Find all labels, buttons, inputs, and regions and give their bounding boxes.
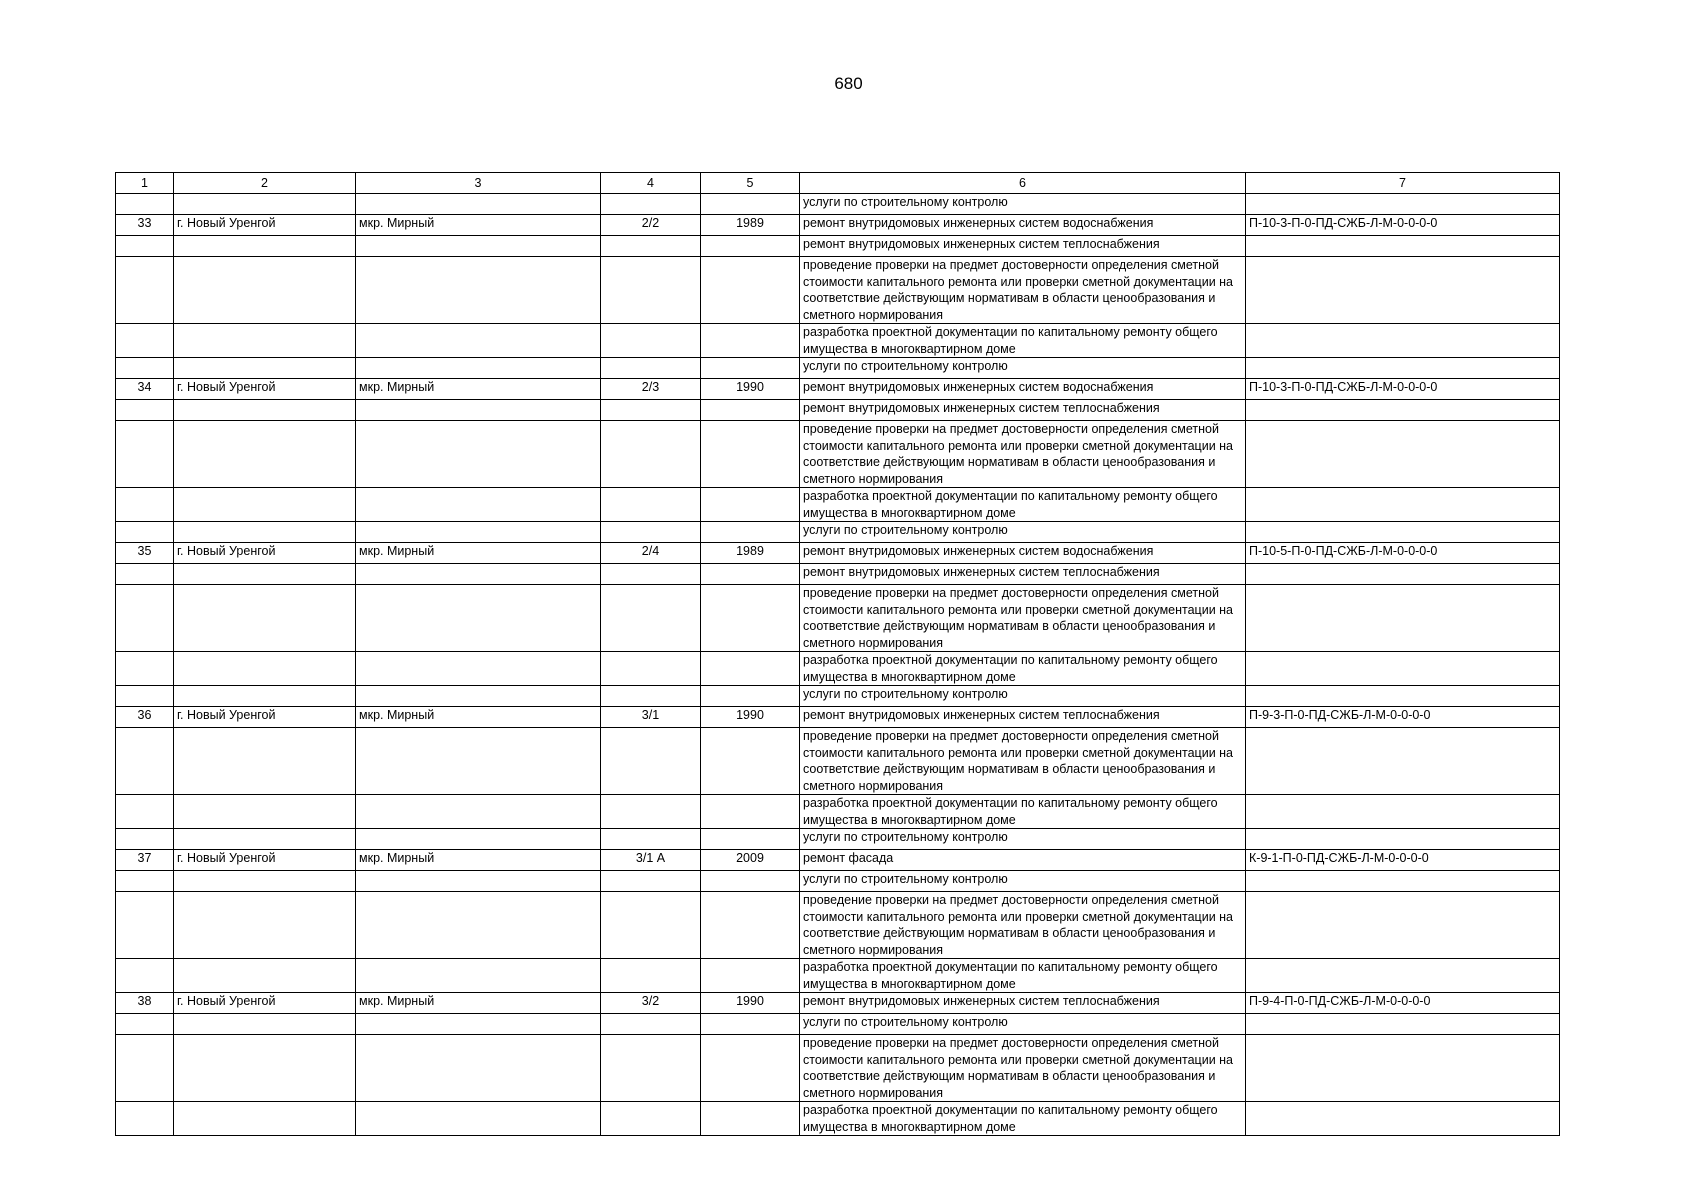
district-cell <box>356 194 601 215</box>
work-type-cell: проведение проверки на предмет достоверности определения сметной стоимости капитального ремонта или проверки сметной документации на соответствие действующим нормативам в области ценообразования и сметного нормирования <box>800 421 1246 488</box>
row-number-cell: 34 <box>116 379 174 400</box>
house-number-cell <box>601 194 701 215</box>
code-cell <box>1246 358 1560 379</box>
table-row <box>116 1014 1560 1035</box>
city-cell <box>174 728 356 795</box>
code-cell: П-9-3-П-0-ПД-СЖБ-Л-М-0-0-0-0 <box>1246 707 1560 728</box>
work-type-cell: проведение проверки на предмет достоверности определения сметной стоимости капитального ремонта или проверки сметной документации на соответствие действующим нормативам в области ценообразования и сметного нормирования <box>800 585 1246 652</box>
row-number-cell <box>116 400 174 421</box>
table-row <box>116 686 1560 707</box>
row-number-cell <box>116 959 174 993</box>
district-cell <box>356 400 601 421</box>
work-type-cell: разработка проектной документации по капитальному ремонту общего имущества в многоквартирном доме <box>800 488 1246 522</box>
city-cell <box>174 421 356 488</box>
code-cell <box>1246 1102 1560 1136</box>
row-number-cell: 33 <box>116 215 174 236</box>
city-cell <box>174 959 356 993</box>
year-cell <box>701 795 800 829</box>
work-type-cell: разработка проектной документации по капитальному ремонту общего имущества в многоквартирном доме <box>800 959 1246 993</box>
table-row <box>116 892 1560 959</box>
year-cell: 2009 <box>701 850 800 871</box>
city-cell <box>174 400 356 421</box>
works-table <box>115 172 1560 1136</box>
work-type-cell: проведение проверки на предмет достоверности определения сметной стоимости капитального ремонта или проверки сметной документации на соответствие действующим нормативам в области ценообразования и сметного нормирования <box>800 728 1246 795</box>
year-cell <box>701 358 800 379</box>
work-type-cell: ремонт внутридомовых инженерных систем теплоснабжения <box>800 564 1246 585</box>
house-number-cell <box>601 324 701 358</box>
year-cell <box>701 400 800 421</box>
district-cell <box>356 358 601 379</box>
house-number-cell <box>601 728 701 795</box>
row-number-cell <box>116 564 174 585</box>
house-number-cell <box>601 1102 701 1136</box>
work-type-cell: проведение проверки на предмет достоверности определения сметной стоимости капитального ремонта или проверки сметной документации на соответствие действующим нормативам в области ценообразования и сметного нормирования <box>800 257 1246 324</box>
table-row <box>116 421 1560 488</box>
district-cell <box>356 795 601 829</box>
year-cell: 1989 <box>701 215 800 236</box>
work-type-cell: ремонт фасада <box>800 850 1246 871</box>
table-row <box>116 564 1560 585</box>
page-number: 680 <box>834 74 863 93</box>
row-number-cell <box>116 194 174 215</box>
row-number-cell <box>116 358 174 379</box>
row-number-cell <box>116 585 174 652</box>
year-cell <box>701 1035 800 1102</box>
city-cell <box>174 795 356 829</box>
code-cell: П-10-3-П-0-ПД-СЖБ-Л-М-0-0-0-0 <box>1246 379 1560 400</box>
row-number-cell: 37 <box>116 850 174 871</box>
year-cell <box>701 728 800 795</box>
table-row <box>116 257 1560 324</box>
header-cell: 3 <box>356 173 601 194</box>
work-type-cell: проведение проверки на предмет достоверности определения сметной стоимости капитального ремонта или проверки сметной документации на соответствие действующим нормативам в области ценообразования и сметного нормирования <box>800 892 1246 959</box>
year-cell <box>701 421 800 488</box>
code-cell <box>1246 400 1560 421</box>
house-number-cell: 2/2 <box>601 215 701 236</box>
city-cell: г. Новый Уренгой <box>174 993 356 1014</box>
work-type-cell: проведение проверки на предмет достоверности определения сметной стоимости капитального ремонта или проверки сметной документации на соответствие действующим нормативам в области ценообразования и сметного нормирования <box>800 1035 1246 1102</box>
city-cell: г. Новый Уренгой <box>174 543 356 564</box>
city-cell <box>174 585 356 652</box>
city-cell <box>174 871 356 892</box>
house-number-cell <box>601 400 701 421</box>
table-header-row <box>116 173 1560 194</box>
table-row <box>116 707 1560 728</box>
district-cell <box>356 488 601 522</box>
header-cell: 5 <box>701 173 800 194</box>
city-cell: г. Новый Уренгой <box>174 215 356 236</box>
table-row <box>116 993 1560 1014</box>
work-type-cell: услуги по строительному контролю <box>800 522 1246 543</box>
district-cell <box>356 564 601 585</box>
district-cell: мкр. Мирный <box>356 543 601 564</box>
city-cell <box>174 488 356 522</box>
district-cell <box>356 421 601 488</box>
year-cell <box>701 236 800 257</box>
city-cell: г. Новый Уренгой <box>174 707 356 728</box>
row-number-cell <box>116 421 174 488</box>
row-number-cell <box>116 795 174 829</box>
house-number-cell: 3/1 <box>601 707 701 728</box>
table-row <box>116 358 1560 379</box>
work-type-cell: ремонт внутридомовых инженерных систем водоснабжения <box>800 379 1246 400</box>
house-number-cell <box>601 564 701 585</box>
work-type-cell: разработка проектной документации по капитальному ремонту общего имущества в многоквартирном доме <box>800 795 1246 829</box>
row-number-cell <box>116 324 174 358</box>
city-cell: г. Новый Уренгой <box>174 850 356 871</box>
work-type-cell: ремонт внутридомовых инженерных систем теплоснабжения <box>800 993 1246 1014</box>
code-cell: П-10-3-П-0-ПД-СЖБ-Л-М-0-0-0-0 <box>1246 215 1560 236</box>
year-cell: 1990 <box>701 993 800 1014</box>
district-cell <box>356 686 601 707</box>
district-cell: мкр. Мирный <box>356 850 601 871</box>
work-type-cell: услуги по строительному контролю <box>800 871 1246 892</box>
code-cell <box>1246 488 1560 522</box>
year-cell: 1989 <box>701 543 800 564</box>
city-cell <box>174 1102 356 1136</box>
table-body <box>116 194 1560 1136</box>
house-number-cell <box>601 421 701 488</box>
code-cell <box>1246 585 1560 652</box>
work-type-cell: ремонт внутридомовых инженерных систем теплоснабжения <box>800 707 1246 728</box>
header-cell: 7 <box>1246 173 1560 194</box>
table-row <box>116 795 1560 829</box>
table-row <box>116 728 1560 795</box>
city-cell <box>174 892 356 959</box>
district-cell <box>356 257 601 324</box>
code-cell <box>1246 959 1560 993</box>
district-cell: мкр. Мирный <box>356 379 601 400</box>
work-type-cell: ремонт внутридомовых инженерных систем теплоснабжения <box>800 400 1246 421</box>
house-number-cell <box>601 488 701 522</box>
house-number-cell <box>601 871 701 892</box>
code-cell: К-9-1-П-0-ПД-СЖБ-Л-М-0-0-0-0 <box>1246 850 1560 871</box>
city-cell <box>174 522 356 543</box>
code-cell <box>1246 728 1560 795</box>
row-number-cell <box>116 257 174 324</box>
house-number-cell <box>601 257 701 324</box>
code-cell <box>1246 236 1560 257</box>
work-type-cell: ремонт внутридомовых инженерных систем водоснабжения <box>800 215 1246 236</box>
work-type-cell: ремонт внутридомовых инженерных систем теплоснабжения <box>800 236 1246 257</box>
row-number-cell <box>116 1102 174 1136</box>
code-cell: П-10-5-П-0-ПД-СЖБ-Л-М-0-0-0-0 <box>1246 543 1560 564</box>
house-number-cell: 2/4 <box>601 543 701 564</box>
table-row <box>116 522 1560 543</box>
house-number-cell <box>601 795 701 829</box>
table-row <box>116 543 1560 564</box>
year-cell <box>701 652 800 686</box>
year-cell: 1990 <box>701 707 800 728</box>
year-cell <box>701 1102 800 1136</box>
city-cell <box>174 194 356 215</box>
work-type-cell: услуги по строительному контролю <box>800 194 1246 215</box>
district-cell <box>356 892 601 959</box>
district-cell <box>356 522 601 543</box>
row-number-cell <box>116 488 174 522</box>
year-cell: 1990 <box>701 379 800 400</box>
table-row <box>116 829 1560 850</box>
table-row <box>116 194 1560 215</box>
table-row <box>116 850 1560 871</box>
district-cell <box>356 652 601 686</box>
house-number-cell: 2/3 <box>601 379 701 400</box>
year-cell <box>701 892 800 959</box>
table-row <box>116 488 1560 522</box>
house-number-cell: 3/2 <box>601 993 701 1014</box>
year-cell <box>701 194 800 215</box>
year-cell <box>701 959 800 993</box>
district-cell <box>356 1035 601 1102</box>
year-cell <box>701 871 800 892</box>
code-cell <box>1246 257 1560 324</box>
work-type-cell: разработка проектной документации по капитальному ремонту общего имущества в многоквартирном доме <box>800 652 1246 686</box>
row-number-cell <box>116 1035 174 1102</box>
code-cell: П-9-4-П-0-ПД-СЖБ-Л-М-0-0-0-0 <box>1246 993 1560 1014</box>
district-cell <box>356 324 601 358</box>
city-cell <box>174 829 356 850</box>
code-cell <box>1246 892 1560 959</box>
table-row <box>116 1035 1560 1102</box>
code-cell <box>1246 324 1560 358</box>
district-cell <box>356 829 601 850</box>
city-cell <box>174 652 356 686</box>
work-type-cell: услуги по строительному контролю <box>800 829 1246 850</box>
year-cell <box>701 829 800 850</box>
table-row <box>116 215 1560 236</box>
city-cell <box>174 236 356 257</box>
year-cell <box>701 585 800 652</box>
header-cell: 6 <box>800 173 1246 194</box>
district-cell <box>356 1014 601 1035</box>
row-number-cell <box>116 1014 174 1035</box>
code-cell <box>1246 829 1560 850</box>
district-cell <box>356 1102 601 1136</box>
row-number-cell <box>116 686 174 707</box>
year-cell <box>701 564 800 585</box>
table-row <box>116 400 1560 421</box>
house-number-cell <box>601 236 701 257</box>
district-cell <box>356 959 601 993</box>
house-number-cell <box>601 1014 701 1035</box>
row-number-cell <box>116 728 174 795</box>
header-cell: 1 <box>116 173 174 194</box>
house-number-cell <box>601 1035 701 1102</box>
table-row <box>116 379 1560 400</box>
table-row <box>116 324 1560 358</box>
row-number-cell <box>116 892 174 959</box>
header-cell: 2 <box>174 173 356 194</box>
table-row <box>116 959 1560 993</box>
district-cell <box>356 728 601 795</box>
code-cell <box>1246 652 1560 686</box>
table-row <box>116 652 1560 686</box>
city-cell <box>174 324 356 358</box>
code-cell <box>1246 795 1560 829</box>
district-cell <box>356 871 601 892</box>
district-cell: мкр. Мирный <box>356 215 601 236</box>
district-cell: мкр. Мирный <box>356 993 601 1014</box>
year-cell <box>701 488 800 522</box>
city-cell <box>174 686 356 707</box>
house-number-cell <box>601 959 701 993</box>
city-cell <box>174 564 356 585</box>
year-cell <box>701 686 800 707</box>
house-number-cell <box>601 522 701 543</box>
code-cell <box>1246 1035 1560 1102</box>
house-number-cell <box>601 585 701 652</box>
house-number-cell <box>601 652 701 686</box>
header-cell: 4 <box>601 173 701 194</box>
table-row <box>116 585 1560 652</box>
house-number-cell <box>601 892 701 959</box>
city-cell <box>174 257 356 324</box>
row-number-cell: 36 <box>116 707 174 728</box>
work-type-cell: разработка проектной документации по капитальному ремонту общего имущества в многоквартирном доме <box>800 1102 1246 1136</box>
code-cell <box>1246 522 1560 543</box>
work-type-cell: услуги по строительному контролю <box>800 358 1246 379</box>
house-number-cell: 3/1 А <box>601 850 701 871</box>
house-number-cell <box>601 686 701 707</box>
row-number-cell <box>116 236 174 257</box>
table-row <box>116 236 1560 257</box>
city-cell <box>174 358 356 379</box>
code-cell <box>1246 871 1560 892</box>
city-cell <box>174 1035 356 1102</box>
work-type-cell: разработка проектной документации по капитальному ремонту общего имущества в многоквартирном доме <box>800 324 1246 358</box>
row-number-cell <box>116 871 174 892</box>
row-number-cell <box>116 652 174 686</box>
year-cell <box>701 522 800 543</box>
code-cell <box>1246 194 1560 215</box>
city-cell <box>174 1014 356 1035</box>
table-row <box>116 1102 1560 1136</box>
row-number-cell: 35 <box>116 543 174 564</box>
code-cell <box>1246 421 1560 488</box>
code-cell <box>1246 686 1560 707</box>
district-cell <box>356 236 601 257</box>
work-type-cell: услуги по строительному контролю <box>800 686 1246 707</box>
work-type-cell: услуги по строительному контролю <box>800 1014 1246 1035</box>
district-cell: мкр. Мирный <box>356 707 601 728</box>
year-cell <box>701 1014 800 1035</box>
district-cell <box>356 585 601 652</box>
code-cell <box>1246 1014 1560 1035</box>
code-cell <box>1246 564 1560 585</box>
row-number-cell <box>116 522 174 543</box>
row-number-cell: 38 <box>116 993 174 1014</box>
row-number-cell <box>116 829 174 850</box>
year-cell <box>701 257 800 324</box>
work-type-cell: ремонт внутридомовых инженерных систем водоснабжения <box>800 543 1246 564</box>
house-number-cell <box>601 358 701 379</box>
year-cell <box>701 324 800 358</box>
city-cell: г. Новый Уренгой <box>174 379 356 400</box>
table-row <box>116 871 1560 892</box>
house-number-cell <box>601 829 701 850</box>
